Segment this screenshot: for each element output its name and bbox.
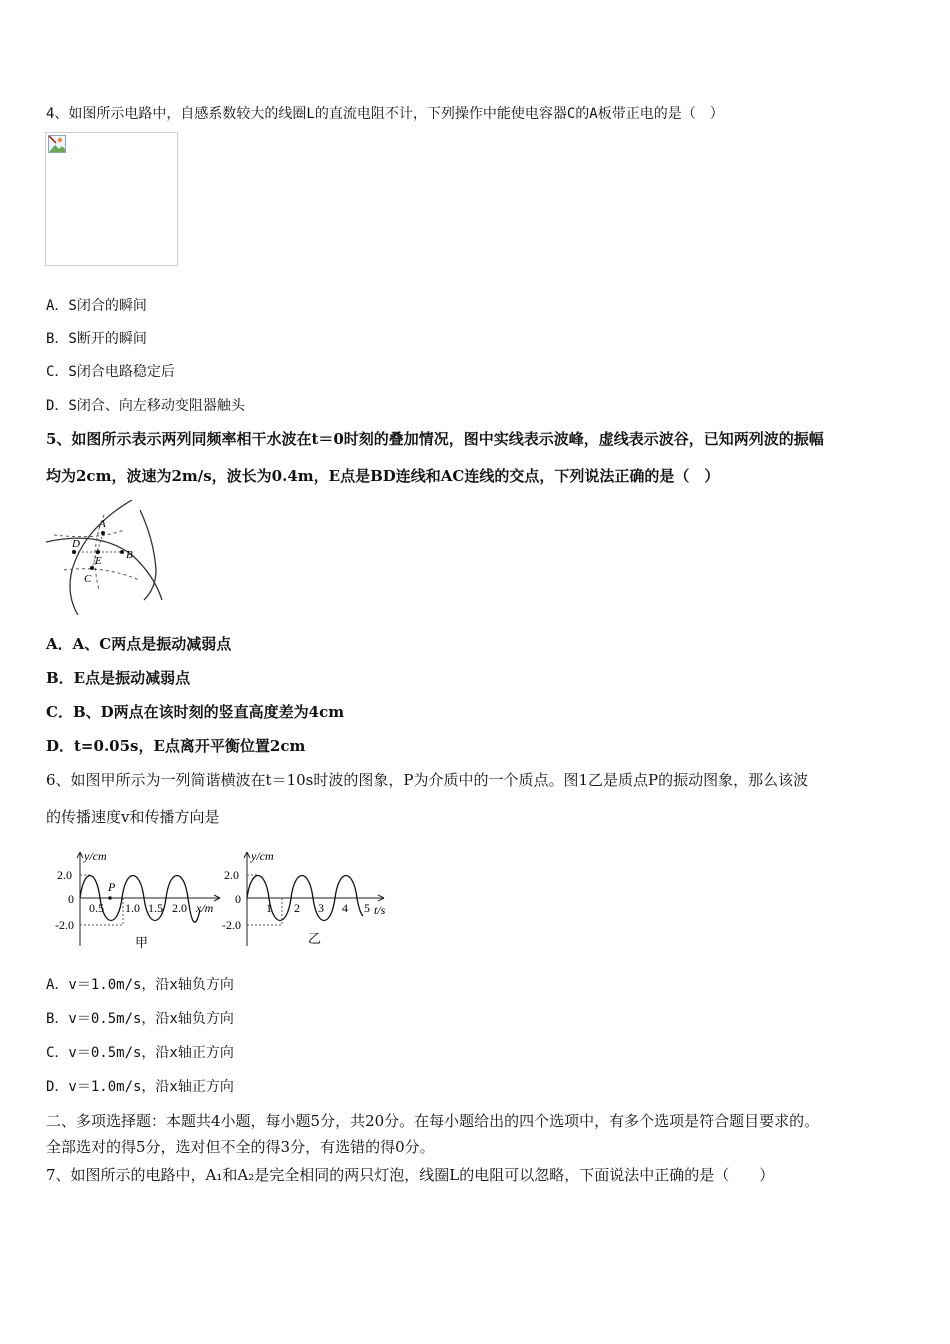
q6-option-c: C．v＝0.5m/s，沿x轴正方向 [46,1045,234,1061]
q5-option-a: A．A、C两点是振动减弱点 [46,635,232,653]
yi-xlabel: t/s [374,903,386,917]
jia-xtick-3: 1.5 [148,901,163,915]
label-e: E [95,555,102,567]
q4-option-d: D．S闭合、向左移动变阻器触头 [46,398,245,414]
q4-option-a: A．S闭合的瞬间 [46,298,147,314]
q6-option-b: B．v＝0.5m/s，沿x轴负方向 [46,1011,234,1027]
yi-ylabel: y/cm [251,849,274,863]
wave-trough-2 [64,569,139,580]
q6-graph-yi [222,848,397,953]
yi-xtick-5: 5 [364,901,370,915]
yi-xtick-1: 1 [266,901,272,915]
point-p [108,896,112,900]
yi-caption: 乙 [308,931,322,946]
q6-graph-jia [55,848,230,953]
jia-ylabel: y/cm [84,849,107,863]
jia-ytick-zero: 0 [68,892,74,906]
section2-heading-line2: 全部选对的得5分，选对但不全的得3分，有选错的得0分。 [46,1138,435,1156]
yi-ytick-top: 2.0 [224,868,239,882]
q5-option-b: B．E点是振动减弱点 [46,669,191,687]
wave-crest-outer [140,510,156,600]
jia-xtick-1: 0.5 [89,901,104,915]
jia-wave-curve [80,876,200,923]
point-a [101,531,105,535]
yi-ytick-zero: 0 [235,892,241,906]
point-d [72,550,76,554]
q4-stem: 4、如图所示电路中，自感系数较大的线圈L的直流电阻不计，下列操作中能使电容器C的A板带正电的是（ ） [46,106,724,122]
jia-ytick-top: 2.0 [57,868,72,882]
label-a: A [99,518,106,530]
yi-xtick-2: 2 [294,901,300,915]
jia-xlabel: x/m [196,901,214,915]
point-c [90,566,94,570]
q6-stem-line1: 6、如图甲所示为一列简谐横波在t＝10s时波的图象，P为介质中的一个质点。图1乙是质点P的振动图象，那么该波 [46,771,809,789]
yi-ytick-bottom: -2.0 [222,918,241,932]
q5-wave-figure [44,500,168,615]
wave-crest-right [46,538,162,600]
broken-image-icon [48,135,66,153]
section2-heading-line1: 二、多项选择题：本题共4小题，每小题5分，共20分。在每小题给出的四个选项中，有多个选项是符合题目要求的。 [46,1112,820,1130]
yi-xtick-4: 4 [342,901,348,915]
jia-xtick-4: 2.0 [172,901,187,915]
jia-ytick-bottom: -2.0 [55,918,74,932]
q5-stem-line1: 5、如图所示表示两列同频率相干水波在t＝0时刻的叠加情况，图中实线表示波峰，虚线表示波谷，已知两列波的振幅 [46,430,824,448]
q5-stem-line2: 均为2cm，波速为2m/s，波长为0.4m，E点是BD连线和AC连线的交点，下列说法正确的是（ ） [46,467,720,485]
label-b: B [126,549,133,561]
q4-circuit-image [45,132,178,266]
jia-point-label: P [108,880,116,894]
q6-option-d: D．v＝1.0m/s，沿x轴正方向 [46,1079,234,1095]
label-c: C [84,573,92,585]
yi-xtick-3: 3 [318,901,324,915]
q4-option-b: B．S断开的瞬间 [46,331,147,347]
point-b [120,550,124,554]
jia-caption: 甲 [135,935,149,950]
q4-option-c: C．S闭合电路稳定后 [46,364,175,380]
point-e [96,550,100,554]
q6-option-a: A．v＝1.0m/s，沿x轴负方向 [46,977,234,993]
q7-stem: 7、如图所示的电路中，A₁和A₂是完全相同的两只灯泡，线圈L的电阻可以忽略，下面说法中正确的是（ ） [46,1166,775,1184]
jia-xtick-2: 1.0 [125,901,140,915]
q5-option-d: D．t=0.05s，E点离开平衡位置2cm [46,737,306,755]
q6-stem-line2: 的传播速度v和传播方向是 [46,808,220,826]
q5-option-c: C．B、D两点在该时刻的竖直高度差为4cm [46,703,345,721]
label-d: D [72,538,80,550]
